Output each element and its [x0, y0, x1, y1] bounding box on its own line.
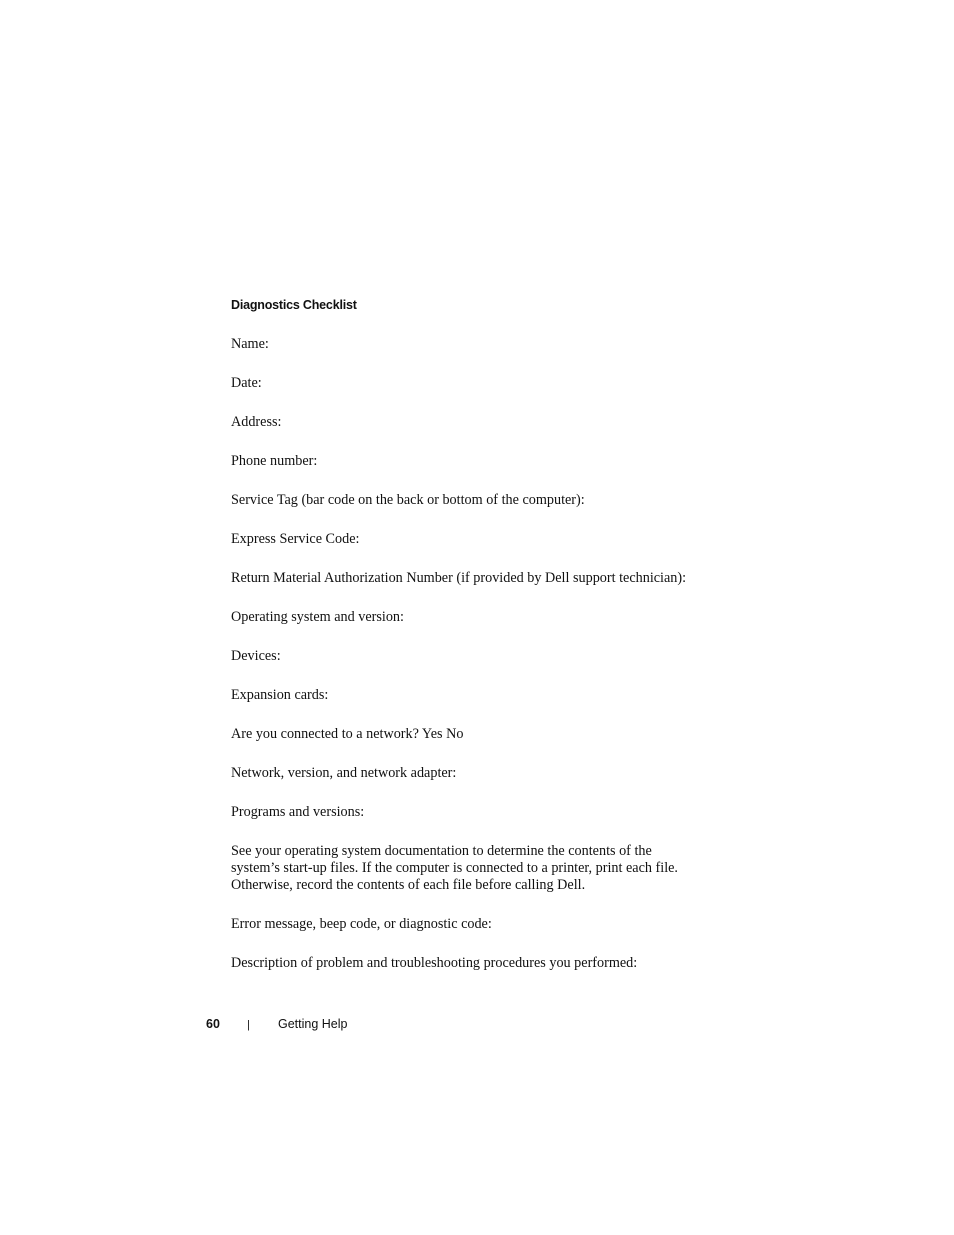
paragraph-line: system’s start-up files. If the computer is connected to a printer, print each file.	[231, 860, 678, 876]
paragraph-line: See your operating system documentation to determine the contents of the	[231, 843, 652, 859]
field-network-connected-label: Are you connected to a network? Yes No	[231, 726, 464, 742]
checklist-heading: Diagnostics Checklist	[231, 298, 357, 312]
field-rma-number-label: Return Material Authorization Number (if provided by Dell support technician):	[231, 570, 687, 586]
field-date-label: Date:	[231, 375, 262, 391]
page-number: 60	[206, 1017, 220, 1031]
field-error-message-label: Error message, beep code, or diagnostic code:	[231, 916, 492, 932]
field-os-version-label: Operating system and version:	[231, 609, 404, 625]
field-expansion-cards-label: Expansion cards:	[231, 687, 329, 703]
field-programs-label: Programs and versions:	[231, 804, 365, 820]
footer-separator: |	[247, 1019, 250, 1031]
field-phone-label: Phone number:	[231, 453, 318, 469]
field-name-label: Name:	[231, 336, 269, 352]
field-devices-label: Devices:	[231, 648, 281, 664]
startup-files-paragraph	[231, 843, 711, 894]
field-address-label: Address:	[231, 414, 282, 430]
field-express-service-code-label: Express Service Code:	[231, 531, 360, 547]
field-problem-description-label: Description of problem and troubleshooting procedures you performed:	[231, 955, 638, 971]
paragraph-line: Otherwise, record the contents of each file before calling Dell.	[231, 877, 586, 893]
field-service-tag-label: Service Tag (bar code on the back or bottom of the computer):	[231, 492, 585, 508]
footer-section-title: Getting Help	[278, 1017, 348, 1031]
field-network-adapter-label: Network, version, and network adapter:	[231, 765, 457, 781]
